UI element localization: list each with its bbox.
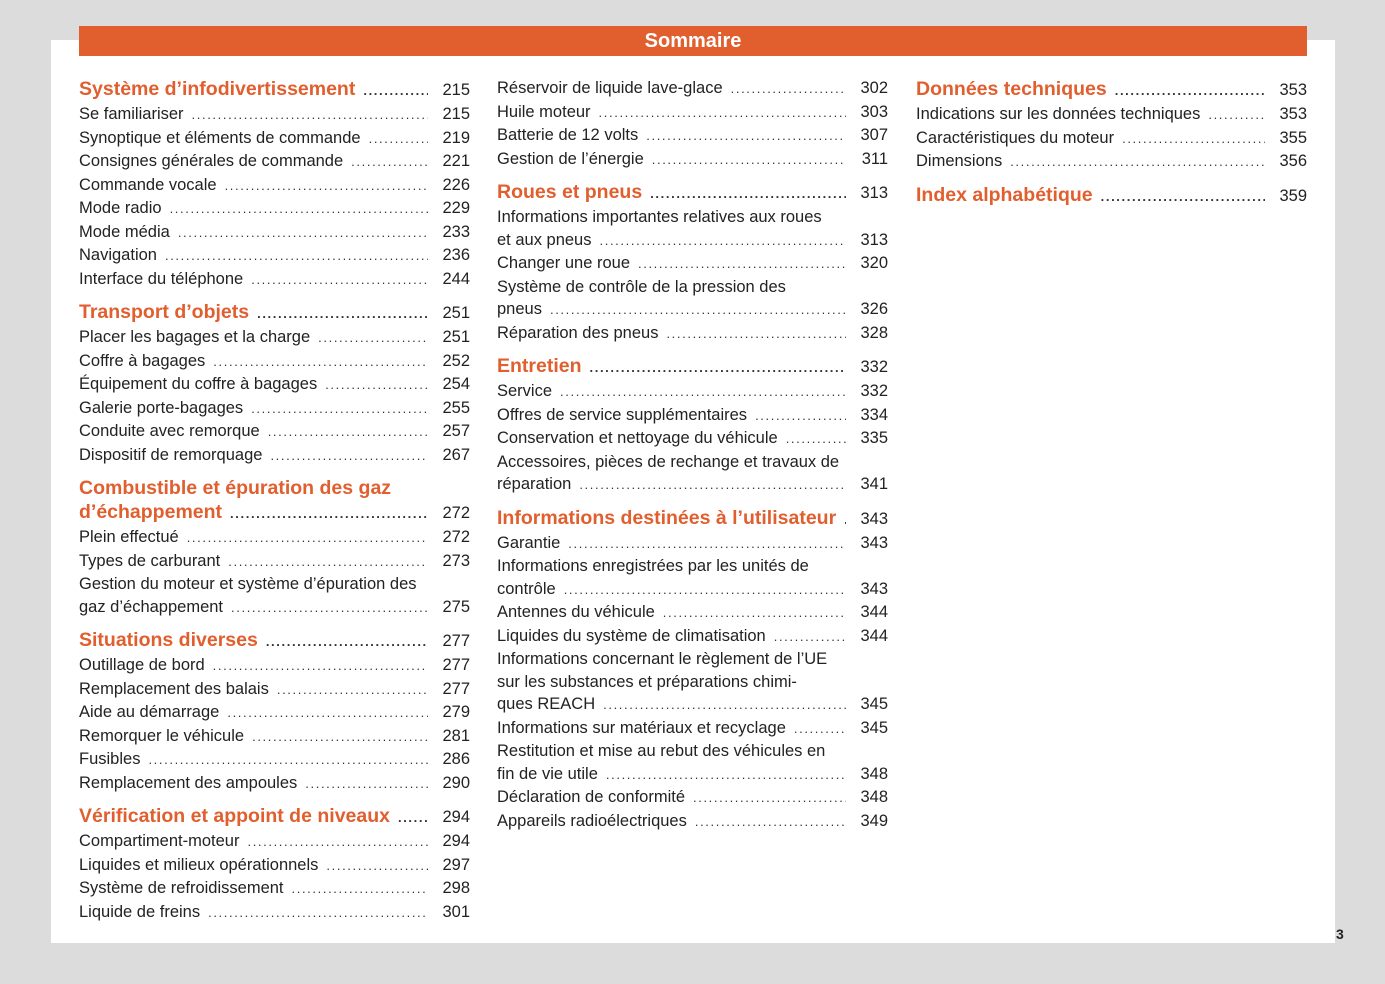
toc-entry-page: 345 (860, 695, 888, 713)
toc-entry-text: Types de carburant (79, 551, 221, 570)
toc-entry-page: 334 (860, 405, 888, 424)
toc-entry-text: Galerie porte-bagages (79, 398, 244, 417)
toc-entry-text: Changer une roue (497, 254, 631, 272)
toc-entry-line: Informations importantes relatives aux roues (497, 208, 822, 226)
toc-entry-page: 273 (442, 551, 470, 570)
dot-leader (277, 679, 428, 702)
section-title-text: Vérification et appoint de niveaux (79, 805, 390, 827)
dot-leader (252, 726, 428, 749)
section-title-page: 343 (860, 509, 888, 528)
toc-entry-text: Consignes générales de commande (79, 152, 344, 170)
toc-entry-text: Réparation des pneus (497, 323, 659, 342)
section-title[interactable] (79, 804, 470, 830)
page-title: Sommaire (79, 26, 1307, 56)
section-title-page: 332 (860, 358, 888, 376)
dot-leader (148, 749, 428, 772)
toc-entry-page: 343 (860, 533, 888, 552)
toc-entry-text: Huile moteur (497, 102, 591, 121)
toc-entry-page: 257 (442, 422, 470, 440)
toc-entry[interactable] (497, 625, 888, 649)
dot-leader (231, 597, 428, 620)
toc-column-3 (916, 77, 1307, 218)
toc-entry[interactable] (79, 244, 470, 268)
toc-section (497, 77, 888, 171)
toc-entry-page: 255 (442, 398, 470, 417)
toc-entry[interactable] (497, 322, 888, 346)
toc-entry[interactable] (916, 127, 1307, 151)
toc-entry-page: 348 (860, 764, 888, 783)
dot-leader (228, 551, 428, 574)
toc-entry-text: Liquide de freins (79, 902, 201, 921)
dot-leader (1010, 151, 1265, 174)
toc-entry-text: Indications sur les données techniques (916, 105, 1201, 123)
toc-entry-text: Antennes du véhicule (497, 603, 655, 621)
toc-entry-text: Équipement du coffre à bagages (79, 375, 318, 393)
toc-entry-line: Restitution et mise au rebut des véhicules en (497, 742, 826, 760)
dot-leader (579, 474, 846, 497)
dot-leader (325, 374, 428, 397)
toc-section (79, 476, 470, 619)
toc-section (916, 77, 1307, 174)
dot-leader (398, 805, 428, 830)
toc-entry[interactable] (79, 701, 470, 725)
dot-leader (560, 381, 846, 404)
dot-leader (227, 702, 428, 725)
section-title[interactable] (79, 628, 470, 654)
dot-leader (251, 398, 428, 421)
toc-entry[interactable] (79, 420, 470, 444)
dot-leader (251, 269, 428, 292)
section-title-text: Entretien (497, 355, 582, 377)
dot-leader (230, 501, 428, 526)
toc-entry-text: Compartiment-moteur (79, 832, 240, 850)
toc-entry-page: 226 (442, 175, 470, 194)
toc-entry-page: 215 (442, 105, 470, 123)
toc-entry[interactable] (79, 150, 470, 174)
section-title-page: 353 (1279, 81, 1307, 99)
toc-entry-page: 297 (442, 855, 470, 874)
toc-section (497, 180, 888, 345)
toc-entry[interactable] (497, 717, 888, 741)
dot-leader (178, 222, 428, 245)
toc-entry[interactable] (79, 397, 470, 421)
toc-entry-page: 244 (442, 269, 470, 288)
toc-entry-page: 290 (442, 773, 470, 792)
dot-leader (693, 787, 846, 810)
section-title-page: 272 (442, 504, 470, 522)
toc-entry-page: 272 (442, 528, 470, 546)
toc-column-1 (79, 77, 470, 933)
section-title[interactable] (497, 180, 888, 206)
dot-leader (731, 78, 846, 101)
dot-leader (247, 831, 428, 854)
toc-entry-page: 301 (442, 902, 470, 921)
section-title[interactable] (497, 354, 888, 380)
toc-entry[interactable] (79, 103, 470, 127)
toc-entry-text: réparation (497, 475, 572, 493)
dot-leader (564, 579, 846, 602)
toc-entry-text: Fusibles (79, 750, 141, 768)
toc-entry-page: 229 (442, 199, 470, 217)
toc-entry-page: 221 (442, 152, 470, 170)
dot-leader (774, 626, 846, 649)
toc-entry[interactable] (79, 854, 470, 878)
dot-leader (213, 655, 428, 678)
toc-entry[interactable] (497, 298, 888, 322)
toc-entry-page: 353 (1279, 105, 1307, 123)
toc-entry-line: Gestion du moteur et système d’épuration des (79, 575, 417, 593)
section-title-text: Roues et pneus (497, 181, 643, 203)
toc-entry-page: 294 (442, 832, 470, 850)
toc-entry-text: Mode radio (79, 199, 162, 217)
toc-entry-page: 335 (860, 429, 888, 447)
toc-entry[interactable] (79, 596, 470, 620)
toc-entry-text: Coffre à bagages (79, 351, 206, 370)
toc-entry-page: 252 (442, 351, 470, 370)
toc-entry[interactable] (497, 810, 888, 834)
toc-entry-text: Commande vocale (79, 175, 217, 194)
toc-entry-text: Mode média (79, 222, 170, 241)
page-number: 3 (1336, 926, 1344, 942)
dot-leader (1208, 104, 1265, 127)
toc-entry-line: Accessoires, pièces de rechange et travaux de (497, 452, 840, 471)
toc-entry-page: 298 (442, 879, 470, 897)
toc-entry[interactable] (497, 786, 888, 810)
toc-entry[interactable] (497, 473, 888, 497)
toc-entry-page: 307 (860, 126, 888, 144)
toc-entry-line: sur les substances et préparations chimi- (497, 672, 797, 691)
dot-leader (170, 198, 428, 221)
dot-leader (603, 694, 846, 717)
section-title[interactable] (79, 500, 470, 526)
toc-entry[interactable] (497, 763, 888, 787)
section-title-page: 313 (860, 184, 888, 202)
toc-entry[interactable] (79, 268, 470, 292)
dot-leader (165, 245, 428, 268)
dot-leader (369, 128, 428, 151)
toc-entry-page: 345 (860, 718, 888, 737)
section-title-page: 215 (442, 81, 470, 99)
section-title-page: 359 (1279, 186, 1307, 205)
dot-leader (318, 327, 428, 350)
toc-entry-text: Plein effectué (79, 528, 179, 546)
section-title[interactable] (79, 77, 470, 103)
toc-entry[interactable] (79, 748, 470, 772)
dot-leader (208, 902, 428, 925)
toc-entry[interactable] (497, 148, 888, 172)
dot-leader (1101, 184, 1265, 209)
toc-entry-text: Caractéristiques du moteur (916, 128, 1115, 147)
section-title-text: Situations diverses (79, 629, 258, 651)
toc-entry-text: Liquides du système de climatisation (497, 626, 766, 645)
toc-entry[interactable] (497, 578, 888, 602)
toc-entry[interactable] (497, 77, 888, 101)
toc-column-2 (497, 77, 888, 842)
toc-entry-page: 277 (442, 656, 470, 674)
toc-entry[interactable] (79, 221, 470, 245)
dot-leader (794, 718, 846, 741)
dot-leader (755, 405, 846, 428)
toc-entry-page: 254 (442, 375, 470, 393)
dot-leader (270, 445, 428, 468)
section-title-text: Données techniques (916, 78, 1107, 100)
toc-entry-page: 349 (860, 811, 888, 830)
dot-leader (638, 253, 846, 276)
toc-entry-page: 286 (442, 750, 470, 768)
toc-entry[interactable] (79, 326, 470, 350)
toc-entry-text: Remplacement des ampoules (79, 773, 298, 792)
toc-entry-page: 326 (860, 300, 888, 318)
dot-leader (550, 299, 846, 322)
dot-leader (257, 301, 428, 326)
section-title[interactable] (916, 77, 1307, 103)
dot-leader (305, 773, 428, 796)
toc-entry-text: Aide au démarrage (79, 703, 220, 721)
toc-entry-page: 277 (442, 679, 470, 698)
toc-section (497, 506, 888, 834)
dot-leader (292, 878, 428, 901)
toc-entry[interactable] (497, 532, 888, 556)
toc-entry[interactable] (79, 127, 470, 151)
toc-entry[interactable] (79, 550, 470, 574)
dot-leader (187, 527, 428, 550)
toc-entry-text: Conduite avec remorque (79, 422, 260, 440)
toc-entry-page: 332 (860, 382, 888, 400)
section-title-page: 251 (442, 304, 470, 322)
toc-entry-text: Déclaration de conformité (497, 788, 686, 806)
toc-entry-text: et aux pneus (497, 230, 592, 249)
toc-entry-text: Navigation (79, 246, 157, 264)
dot-leader (844, 507, 846, 532)
dot-leader (363, 78, 428, 103)
toc-entry[interactable] (79, 654, 470, 678)
toc-section (79, 300, 470, 467)
section-title[interactable] (79, 300, 470, 326)
toc-entry-text: Système de refroidissement (79, 879, 284, 897)
toc-entry-text: fin de vie utile (497, 764, 598, 783)
toc-entry-page: 344 (860, 626, 888, 645)
section-title-text: Système d’infodivertissement (79, 78, 356, 100)
dot-leader (695, 811, 846, 834)
toc-entry[interactable] (79, 901, 470, 925)
dot-leader (663, 602, 846, 625)
toc-entry-text: Gestion de l’énergie (497, 149, 644, 168)
toc-entry-line: Informations concernant le règlement de l’UE (497, 650, 828, 668)
toc-entry-line: Informations enregistrées par les unités de (497, 557, 809, 575)
toc-entry-page: 356 (1279, 152, 1307, 170)
dot-leader (652, 149, 846, 172)
toc-entry[interactable] (497, 101, 888, 125)
toc-entry[interactable] (497, 252, 888, 276)
toc-entry[interactable] (79, 678, 470, 702)
toc-entry-page: 279 (442, 703, 470, 721)
toc-entry[interactable] (497, 427, 888, 451)
toc-entry-page: 320 (860, 254, 888, 272)
dot-leader (225, 175, 428, 198)
dot-leader (213, 351, 428, 374)
toc-entry-page: 313 (860, 230, 888, 249)
toc-entry-text: Appareils radioélectriques (497, 811, 687, 830)
toc-entry-text: Liquides et milieux opérationnels (79, 855, 319, 874)
toc-entry-page: 275 (442, 597, 470, 616)
section-title[interactable] (497, 506, 888, 532)
toc-entry[interactable] (497, 229, 888, 253)
toc-entry[interactable] (79, 725, 470, 749)
toc-entry[interactable] (79, 350, 470, 374)
toc-entry-text: Service (497, 382, 553, 400)
toc-entry[interactable] (497, 601, 888, 625)
toc-entry-text: Batterie de 12 volts (497, 126, 639, 144)
section-title-line: Combustible et épuration des gaz (79, 477, 392, 499)
toc-entry-text: Réservoir de liquide lave-glace (497, 79, 723, 97)
toc-entry-page: 303 (860, 102, 888, 121)
toc-entry-text: Dimensions (916, 152, 1003, 170)
dot-leader (268, 421, 428, 444)
dot-leader (1115, 78, 1265, 103)
toc-section (916, 183, 1307, 209)
toc-entry-page: 281 (442, 726, 470, 745)
dot-leader (666, 323, 846, 346)
toc-entry[interactable] (79, 174, 470, 198)
toc-entry-text: Garantie (497, 533, 561, 552)
toc-entry-text: Remplacement des balais (79, 679, 269, 698)
toc-entry-line: Système de contrôle de la pression des (497, 277, 786, 296)
toc-entry-page: 328 (860, 323, 888, 342)
toc-entry-text: pneus (497, 300, 542, 318)
toc-entry[interactable] (79, 373, 470, 397)
toc-entry-text: Synoptique et éléments de commande (79, 128, 361, 147)
toc-entry-text: Interface du téléphone (79, 269, 244, 288)
toc-entry[interactable] (497, 693, 888, 717)
toc-entry-page: 311 (861, 149, 888, 168)
toc-section (79, 628, 470, 795)
section-title-text: d’échappement (79, 501, 223, 523)
toc-entry-text: Outillage de bord (79, 656, 205, 674)
section-title-text: Transport d’objets (79, 301, 250, 323)
toc-entry-page: 355 (1279, 128, 1307, 147)
toc-entry-text: contrôle (497, 579, 556, 598)
toc-entry-text: Conservation et nettoyage du véhicule (497, 429, 778, 447)
dot-leader (650, 181, 846, 206)
dot-leader (646, 125, 846, 148)
toc-entry[interactable] (79, 772, 470, 796)
toc-section (497, 354, 888, 497)
toc-entry-text: gaz d’échappement (79, 597, 224, 616)
toc-section (79, 77, 470, 291)
dot-leader (326, 855, 428, 878)
toc-entry-page: 251 (442, 328, 470, 346)
dot-leader (600, 230, 847, 253)
toc-entry-page: 233 (442, 222, 470, 241)
toc-entry-page: 343 (860, 579, 888, 598)
dot-leader (351, 151, 428, 174)
toc-entry-text: Se familiariser (79, 105, 184, 123)
section-title-page: 294 (442, 808, 470, 826)
toc-entry[interactable] (79, 197, 470, 221)
toc-entry[interactable] (497, 124, 888, 148)
toc-entry-page: 348 (860, 788, 888, 806)
section-title-text: Informations destinées à l’utilisateur (497, 506, 837, 529)
toc-entry-page: 341 (860, 475, 888, 493)
dot-leader (1122, 128, 1265, 151)
dot-leader (266, 629, 428, 654)
dot-leader (568, 533, 846, 556)
section-title[interactable] (916, 183, 1307, 209)
section-title-page: 277 (442, 632, 470, 650)
toc-entry-page: 236 (442, 246, 470, 264)
toc-section (79, 804, 470, 924)
dot-leader (599, 102, 846, 125)
toc-entry-text: Remorquer le véhicule (79, 726, 245, 745)
toc-entry[interactable] (79, 526, 470, 550)
toc-entry-page: 344 (860, 603, 888, 621)
toc-entry-text: Dispositif de remorquage (79, 445, 263, 464)
toc-entry-page: 302 (860, 79, 888, 97)
dot-leader (606, 764, 846, 787)
toc-entry[interactable] (79, 877, 470, 901)
dot-leader (192, 104, 428, 127)
toc-entry-text: ques REACH (497, 695, 596, 713)
toc-entry-text: Offres de service supplémentaires (497, 405, 748, 424)
toc-entry[interactable] (79, 830, 470, 854)
toc-entry[interactable] (916, 103, 1307, 127)
dot-leader (786, 428, 846, 451)
toc-entry-page: 267 (442, 445, 470, 464)
toc-entry[interactable] (497, 404, 888, 428)
toc-entry[interactable] (916, 150, 1307, 174)
toc-entry[interactable] (497, 380, 888, 404)
section-title-text: Index alphabétique (916, 183, 1093, 206)
toc-entry-page: 219 (442, 128, 470, 147)
toc-entry-text: Placer les bagages et la charge (79, 328, 311, 346)
dot-leader (590, 355, 846, 380)
toc-entry-text: Informations sur matériaux et recyclage (497, 718, 786, 737)
toc-entry[interactable] (79, 444, 470, 468)
